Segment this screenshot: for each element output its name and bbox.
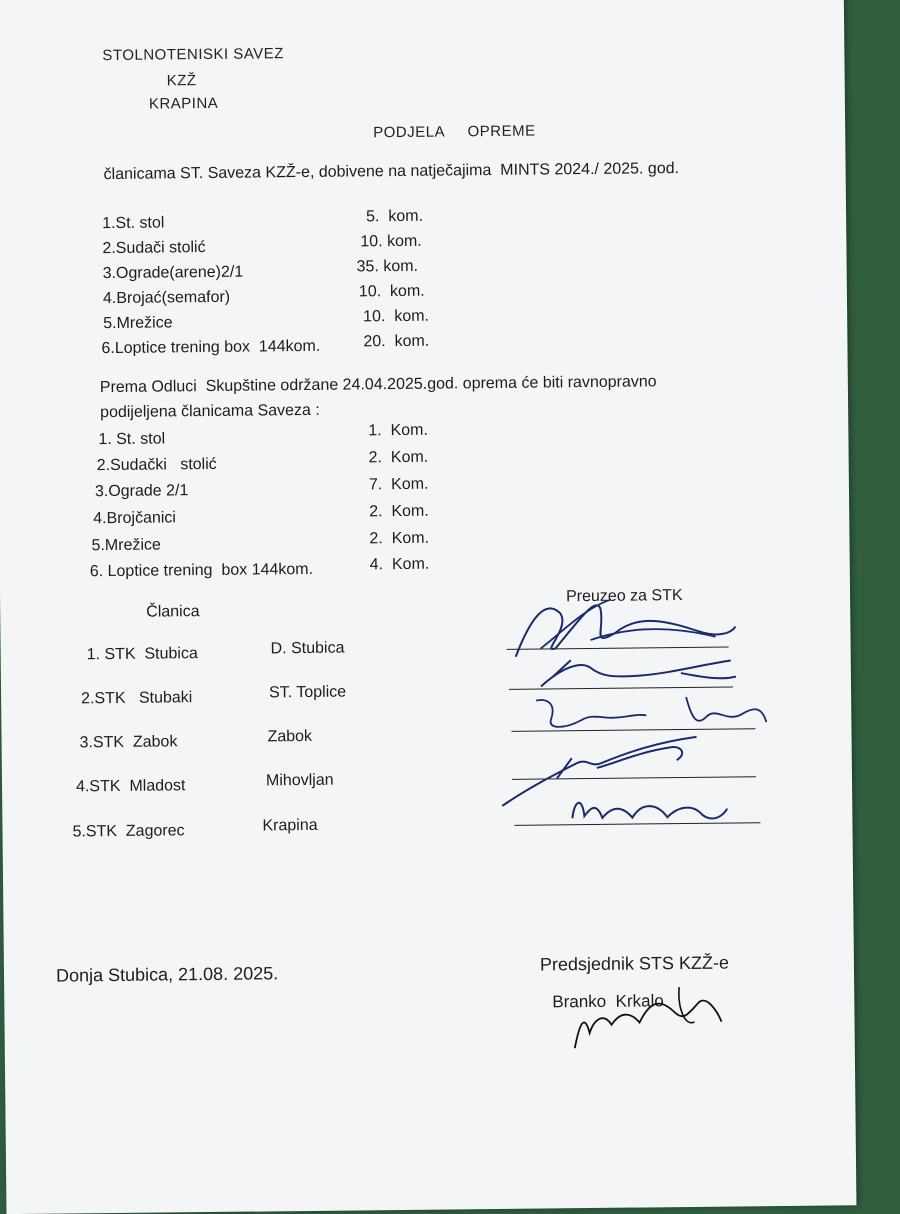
document-title: PODJELA OPREME: [373, 122, 536, 142]
decision-text-line1: Prema Odluci Skupštine održane 24.04.2025.god. oprema će biti ravnopravno: [99, 373, 657, 397]
member-club: 4.STK Mladost: [75, 777, 186, 796]
list-item-qty: 2. Kom.: [369, 529, 430, 548]
list-item-qty: 2. Kom.: [369, 502, 429, 521]
president-title: Predsjednik STS KZŽ-e: [539, 952, 730, 975]
list-item-qty: 5. kom.: [366, 207, 424, 226]
list-item: 5.Mrežice: [103, 314, 173, 333]
list-item: 3.Ograde 2/1: [94, 482, 189, 501]
list-item-qty: 10. kom.: [363, 307, 430, 326]
list-item: 2.Sudači stolić: [102, 239, 206, 258]
list-item: 5.Mrežice: [91, 536, 161, 555]
president-name: Branko Krkalo: [552, 991, 664, 1012]
member-club: 2.STK Stubaki: [81, 689, 193, 708]
list-item-qty: 7. Kom.: [368, 475, 429, 494]
member-place: Mihovljan: [265, 771, 334, 790]
list-item: 4.Brojčanici: [93, 509, 177, 528]
org-region: KZŽ: [166, 72, 197, 90]
list-item-qty: 1. Kom.: [368, 421, 428, 440]
members-heading: Članica: [146, 603, 200, 621]
list-item-qty: 4. Kom.: [369, 555, 430, 574]
org-name: STOLNOTENISKI SAVEZ: [102, 45, 284, 65]
intro-text: članicama ST. Saveza KZŽ-e, dobivene na natječajima MINTS 2024./ 2025. god.: [103, 160, 680, 184]
member-club: 3.STK Zabok: [79, 733, 178, 752]
list-item: 1. St. stol: [98, 430, 166, 449]
place-and-date: Donja Stubica, 21.08. 2025.: [55, 963, 279, 986]
list-item-qty: 35. kom.: [356, 257, 419, 276]
list-item-qty: 2. Kom.: [368, 448, 429, 467]
list-item-qty: 20. kom.: [363, 332, 430, 351]
member-place: Krapina: [262, 816, 318, 835]
list-item-qty: 10. kom.: [358, 282, 425, 301]
list-item: 1.St. stol: [102, 214, 165, 233]
list-item: 3.Ograde(arene)2/1: [102, 263, 244, 283]
list-item-qty: 10. kom.: [360, 232, 422, 251]
list-item: 6.Loptice trening box 144kom.: [101, 337, 321, 358]
decision-text-line2: podijeljena članicama Saveza :: [100, 401, 320, 422]
signature-zabok: [526, 686, 777, 739]
list-item: 2.Sudački stolić: [96, 455, 217, 475]
list-item: 4.Brojać(semafor): [102, 288, 231, 308]
president-signature: [559, 982, 730, 1054]
org-city: KRAPINA: [148, 94, 219, 113]
member-club: 1. STK Stubica: [86, 645, 198, 664]
member-place: D. Stubica: [270, 639, 345, 658]
received-heading: Preuzeo za STK: [565, 587, 683, 606]
member-place: ST. Toplice: [268, 683, 347, 702]
list-item: 6. Loptice trening box 144kom.: [89, 560, 314, 581]
member-club: 5.STK Zagorec: [72, 822, 185, 841]
signature-zagorec: [562, 787, 732, 834]
member-place: Zabok: [267, 727, 313, 746]
